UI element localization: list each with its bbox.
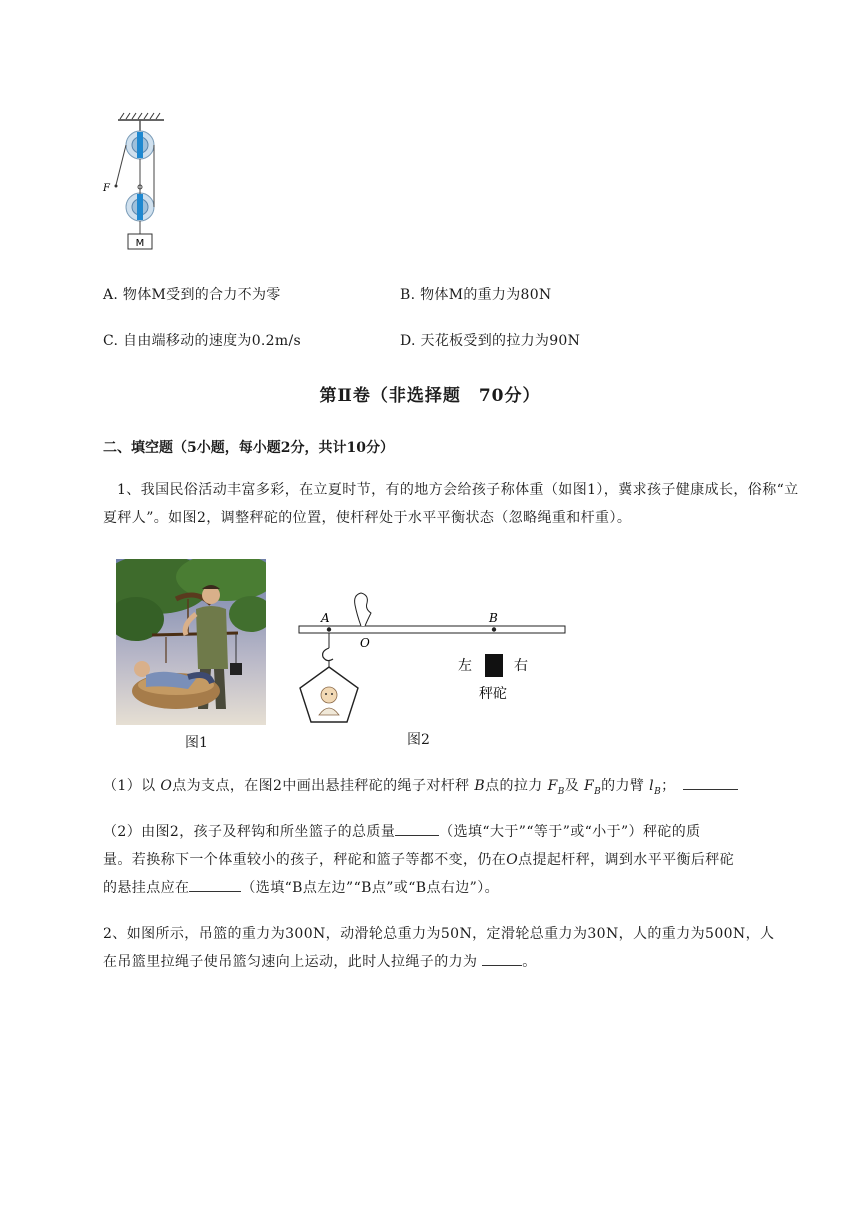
option-b: B. 物体M的重力为80N	[400, 287, 552, 303]
figure-2-caption: 图2	[407, 732, 430, 748]
q1-intro: 1、我国民俗活动丰富多彩，在立夏时节，有的地方会给孩子称体重（如图1），冀求孩子健康成长，俗称“立夏秤人”。如图2，调整秤砣的位置，使杆秤处于水平平衡状态（忽略绳重和杆重）。	[103, 482, 799, 526]
label-a: A	[321, 611, 330, 625]
figure-2-diagram	[295, 585, 575, 730]
q1-sub2-line2: 量。若换称下一个体重较小的孩子，秤砣和篮子等都不变，仍在O点提起杆秤，调到水平平衡后秤砣	[103, 852, 735, 868]
label-b: B	[489, 611, 498, 625]
force-label: F	[103, 183, 110, 194]
label-o: O	[360, 636, 370, 650]
label-left: 左	[458, 658, 472, 674]
label-weight: 秤砣	[479, 686, 507, 702]
pulley-figure	[100, 110, 170, 255]
answer-blank-2[interactable]	[395, 821, 439, 836]
q1-sub2-line1: （2）由图2，孩子及秤钩和所坐篮子的总质量 （选填“大于”“等于”或“小于”）秤砣的质	[103, 818, 701, 846]
q1-sub2-line3: 的悬挂点应在 （选填“B点左边”“B点”或“B点右边”）。	[103, 874, 499, 902]
answer-blank-3[interactable]	[189, 877, 241, 892]
section-title: 第Ⅱ卷（非选择题 70分）	[319, 386, 541, 406]
part-title: 二、填空题（5小题，每小题2分，共计10分）	[103, 440, 394, 456]
option-c: C. 自由端移动的速度为0.2m/s	[103, 333, 301, 349]
q1-sub1: （1）以 O点为支点，在图2中画出悬挂秤砣的绳子对杆秤 B点的拉力 $F_B$及 $F_B$的力臂 $l_B$；	[103, 772, 738, 806]
answer-blank-4[interactable]	[482, 951, 522, 966]
q2-line1: 2、如图所示，吊篮的重力为300N，动滑轮总重力为50N，定滑轮总重力为30N，人的重力为500N，人	[103, 926, 775, 942]
mass-label: M	[135, 238, 145, 249]
label-right: 右	[514, 658, 528, 674]
option-a: A. 物体M受到的合力不为零	[103, 287, 281, 303]
q2-line2: 在吊篮里拉绳子使吊篮匀速向上运动，此时人拉绳子的力为 。	[103, 948, 537, 976]
answer-blank-1[interactable]	[683, 775, 738, 790]
figure-1-illustration	[116, 559, 266, 725]
figure-1-caption: 图1	[185, 735, 208, 751]
option-d: D. 天花板受到的拉力为90N	[400, 333, 581, 349]
